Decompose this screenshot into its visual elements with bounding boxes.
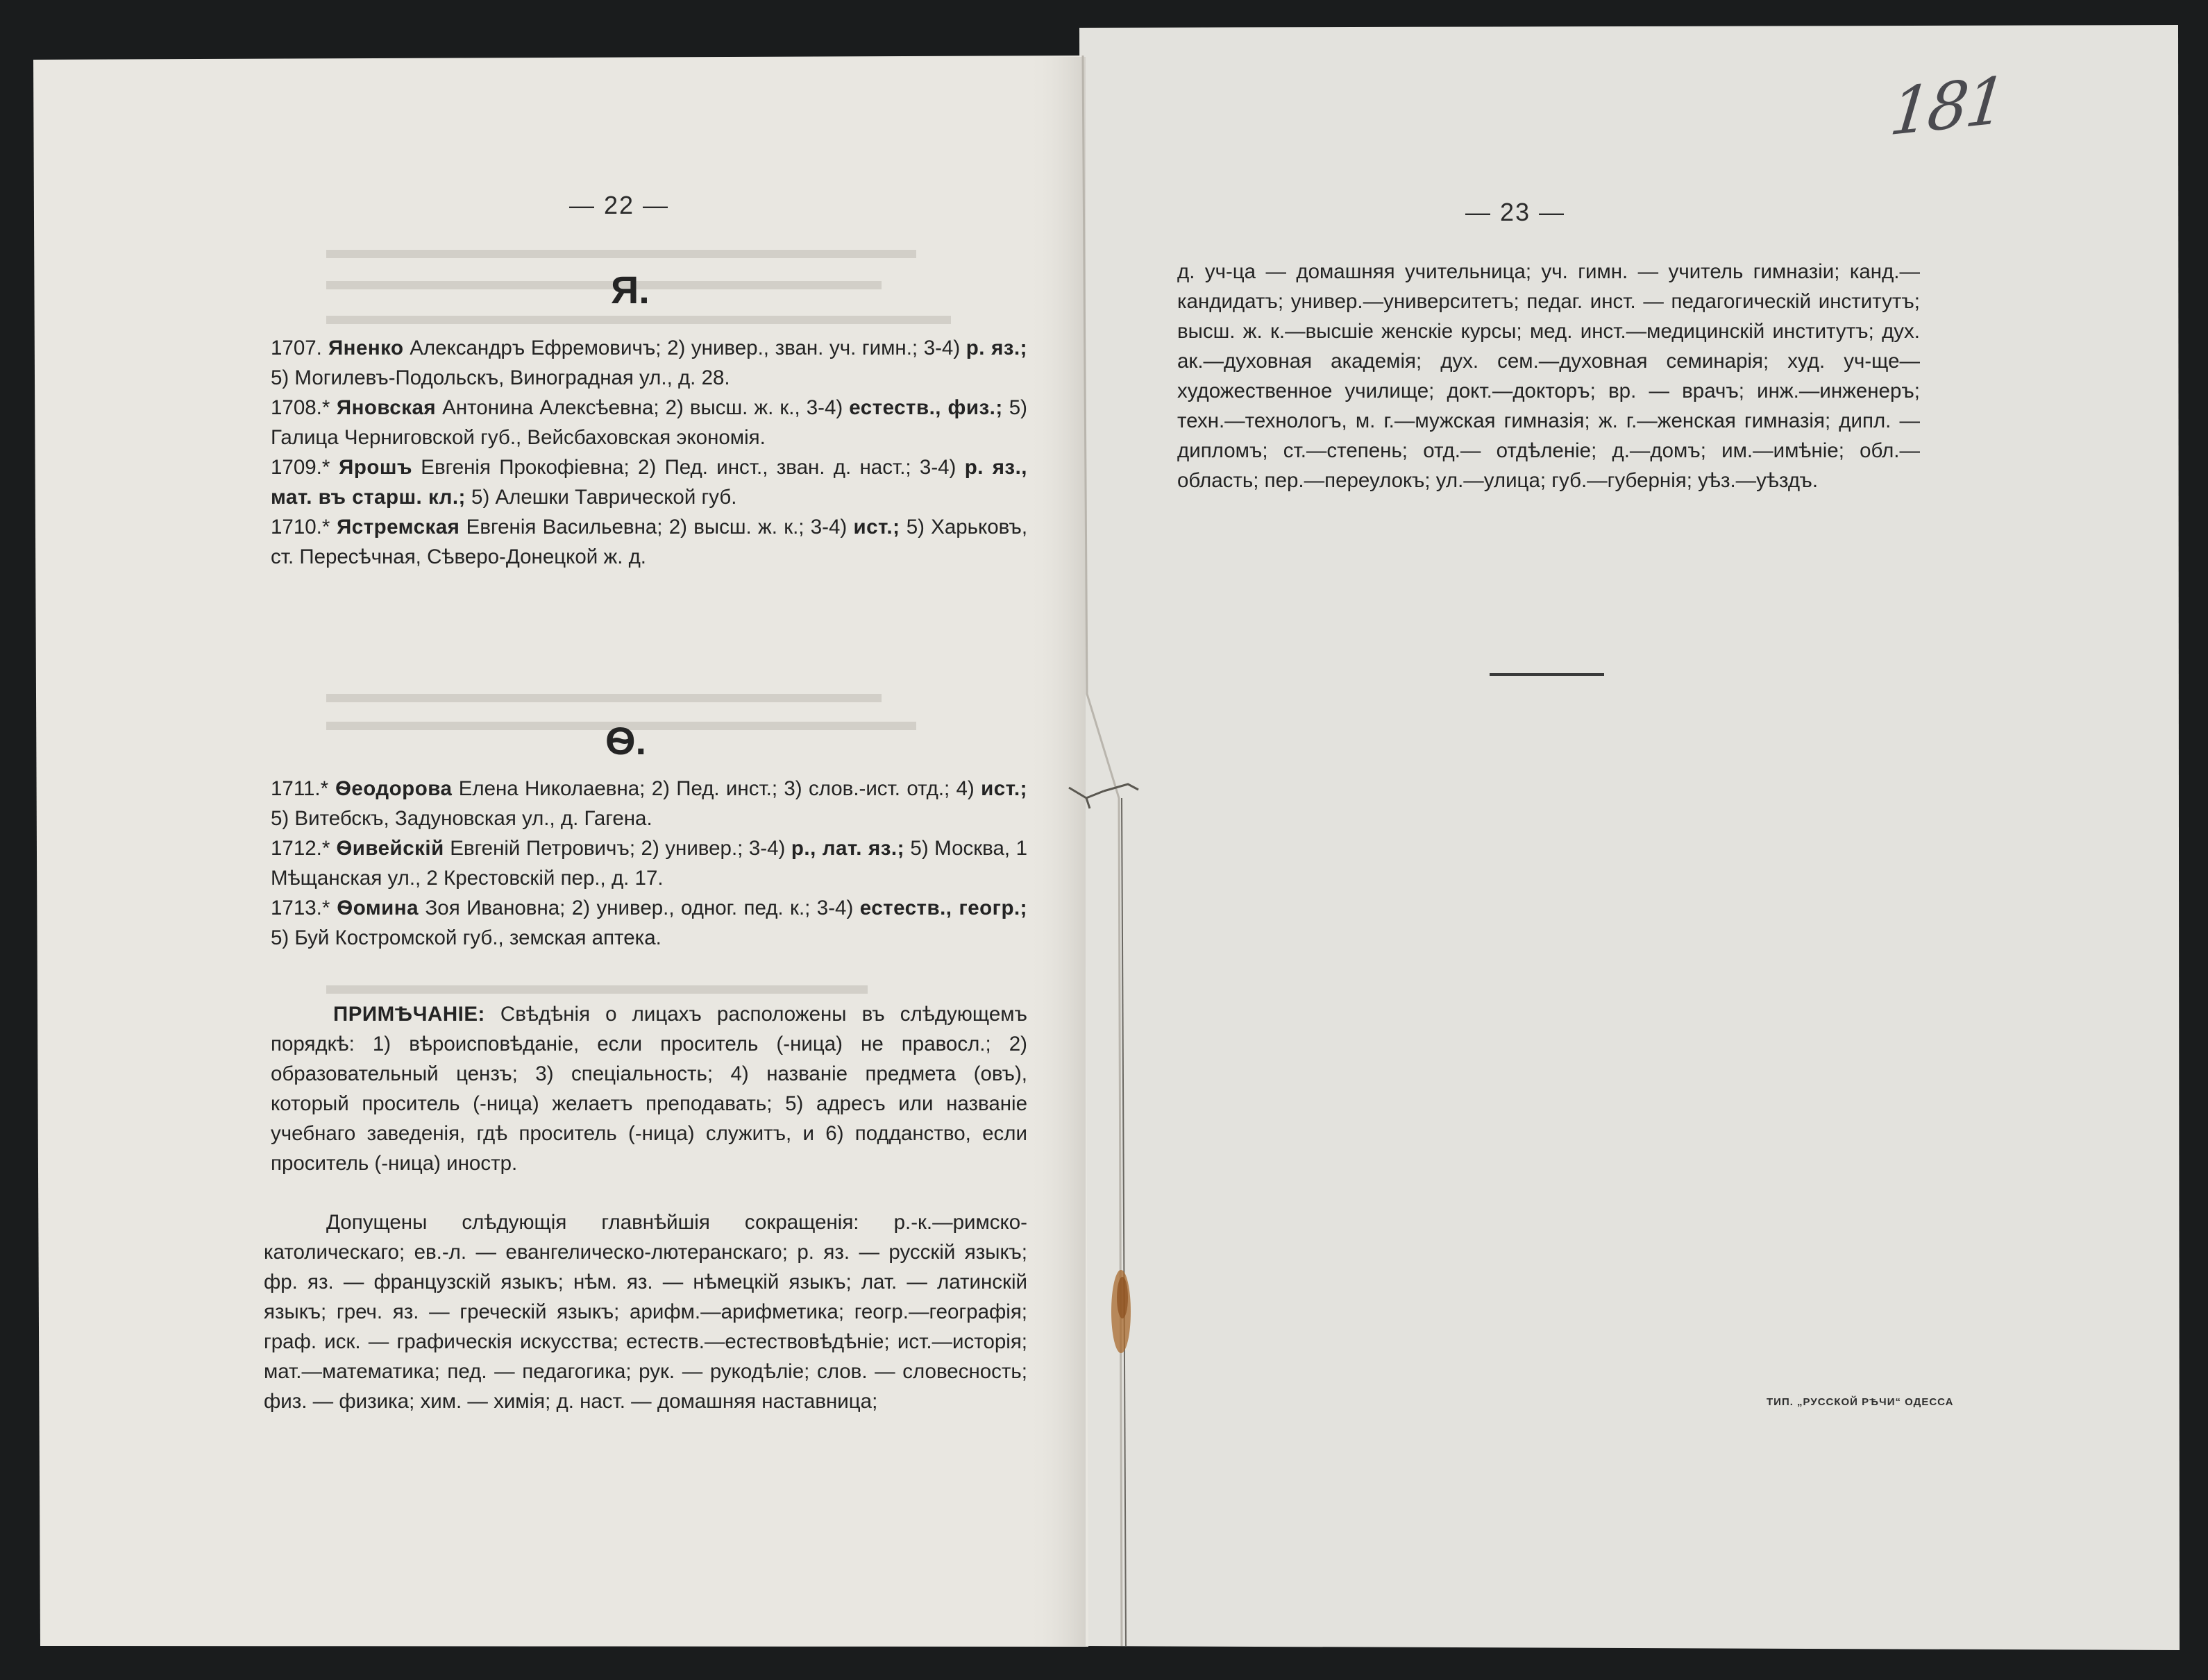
entry-name: Ярошъ bbox=[330, 456, 412, 479]
entry-subjects: естеств., геогр.; bbox=[859, 897, 1027, 919]
entry-subjects: р., лат. яз.; bbox=[791, 837, 904, 860]
section-letter-fita: Ѳ. bbox=[605, 719, 647, 763]
entry bbox=[271, 893, 1027, 953]
entry-name: Ѳеодорова bbox=[328, 777, 453, 800]
entry-number: 1711.* bbox=[271, 777, 329, 800]
entries-ya bbox=[271, 333, 1027, 572]
entry-address: 5) Могилевъ-Подольскъ, Виноградная ул., д. 28. bbox=[271, 366, 730, 389]
entry-details: Евгеній Петровичъ; 2) универ.; 3-4) bbox=[444, 837, 791, 860]
entry-address: 5) Галица Черниговской губ., Вейсбаховская экономія. bbox=[271, 396, 1027, 449]
entry-number: 1712.* bbox=[271, 837, 330, 860]
entry-address: 5) Буй Костромской губ., земская аптека. bbox=[271, 926, 661, 949]
entry-subjects: ист.; bbox=[853, 516, 900, 538]
entry bbox=[271, 774, 1027, 833]
entry-address: 5) Витебскъ, Задуновская ул., д. Гагена. bbox=[271, 807, 652, 830]
entry-details: Антонина Алексѣевна; 2) высш. ж. к., 3-4) bbox=[436, 396, 850, 419]
abbreviations-left bbox=[264, 1207, 1027, 1416]
entry-subjects: ист.; bbox=[981, 777, 1027, 800]
entry-address: 5) Москва, 1 Мѣщанская ул., 2 Крестовскій пер., д. 17. bbox=[271, 837, 1027, 890]
left-page bbox=[35, 59, 1090, 1655]
folio-left: — 22 — bbox=[569, 191, 670, 219]
abbreviations-right bbox=[1177, 257, 1920, 495]
entry-subjects: р. яз.; bbox=[966, 337, 1027, 359]
entry bbox=[271, 833, 1027, 893]
entry bbox=[271, 393, 1027, 452]
entry-address: 5) Харьковъ, ст. Пересѣчная, Сѣверо-Донецкой ж. д. bbox=[271, 516, 1028, 568]
entry-details: Евгенія Прокофіевна; 2) Пед. инст., зван. д. наст.; 3-4) bbox=[412, 456, 965, 479]
section-letter-ya: Я. bbox=[611, 268, 650, 312]
right-page bbox=[1080, 28, 2178, 1645]
entry-details: Александръ Ефремовичъ; 2) универ., зван. уч. гимн.; 3-4) bbox=[403, 337, 966, 359]
entries-fita bbox=[271, 774, 1027, 953]
entry-number: 1708.* bbox=[271, 396, 330, 419]
entry-subjects: р. яз., мат. въ старш. кл.; bbox=[271, 456, 1027, 509]
entry-name: Ястремская bbox=[330, 516, 460, 538]
handwritten-page-number: 181 bbox=[1886, 62, 2007, 151]
closing-rule bbox=[1490, 673, 1604, 676]
entry-number: 1709.* bbox=[271, 456, 330, 479]
entry bbox=[271, 452, 1027, 512]
note-text: Свѣдѣнія о лицахъ расположены въ слѣдующемъ порядкѣ: 1) вѣроисповѣданіе, если проситель (-ница) не правосл.; 2) образовательный цензъ; 3) спеціальность; 4) названіе предмета (овъ), который проситель (-ница) желаетъ преподавать; 5) адресъ или названіе учебнаго заведенія, гдѣ проситель (-ница) служитъ, и 6) подданство, если проситель (-ница) иностр. bbox=[271, 1003, 1027, 1175]
entry bbox=[271, 333, 1027, 393]
entry-name: Яновская bbox=[330, 396, 437, 419]
entry bbox=[271, 512, 1027, 572]
entry-details: Евгенія Васильевна; 2) высш. ж. к.; 3-4) bbox=[460, 516, 854, 538]
entry-number: 1707. bbox=[271, 337, 322, 359]
entry-name: Ѳивейскій bbox=[330, 837, 444, 860]
entry-number: 1713.* bbox=[271, 897, 330, 919]
entry-number: 1710.* bbox=[271, 516, 330, 538]
abbreviations-text-right: д. уч-ца — домашняя учительница; уч. гимн. — учитель гимназіи; канд.—кандидатъ; универ.—университетъ; педаг. инст. — педагогическій институтъ; высш. ж. к.—высшіе женскіе курсы; мед. инст.—медицинскій институтъ; дух. ак.—духовная академія; дух. сем.—духовная семинарія; худ. уч-ще—художественное училище; докт.—докторъ; вр. — врачъ; инж.—инженеръ; техн.—технологъ, м. г.—мужская гимназія; ж. г.—женская гимназія; дипл. — дипломъ; ст.—степень; отд.— отдѣленіе; д.—домъ; им.—имѣніе; обл.—область; пер.—переулокъ; ул.—улица; губ.—губернія; уѣз.—уѣздъ. bbox=[1177, 260, 1920, 492]
entry-name: Ѳомина bbox=[330, 897, 419, 919]
entry-address: 5) Алешки Таврической губ. bbox=[465, 486, 737, 509]
note-paragraph bbox=[271, 999, 1027, 1178]
note-label: ПРИМѢЧАНІЕ: bbox=[333, 1003, 485, 1026]
folio-right: — 23 — bbox=[1465, 198, 1566, 226]
entry-name: Яненко bbox=[321, 337, 404, 359]
abbreviations-text-left: Допущены слѣдующія главнѣйшія сокращенія: р.-к.—римско-католическаго; ев.-л. — евангелическо-лютеранскаго; р. яз. — русскій языкъ; фр. яз. — французскій языкъ; нѣм. яз. — нѣмецкій языкъ; лат. — латинскій языкъ; греч. яз. — греческій языкъ; арифм.—арифметика; геогр.—географія; граф. иск. — графическія искусства; естеств.—естествовѣдѣніе; ист.—исторія; мат.—математика; пед. — педагогика; рук. — рукодѣліе; слов. — словесность; физ. — физика; хим. — химія; д. наст. — домашняя наставница; bbox=[264, 1211, 1027, 1413]
printer-imprint: ТИП. „РУССКОЙ РѢЧИ“ ОДЕССА bbox=[1767, 1396, 1954, 1408]
entry-details: Зоя Ивановна; 2) универ., одног. пед. к.; 3-4) bbox=[419, 897, 860, 919]
entry-details: Елена Николаевна; 2) Пед. инст.; 3) слов.-ист. отд.; 4) bbox=[452, 777, 981, 800]
entry-subjects: естеств., физ.; bbox=[849, 396, 1003, 419]
